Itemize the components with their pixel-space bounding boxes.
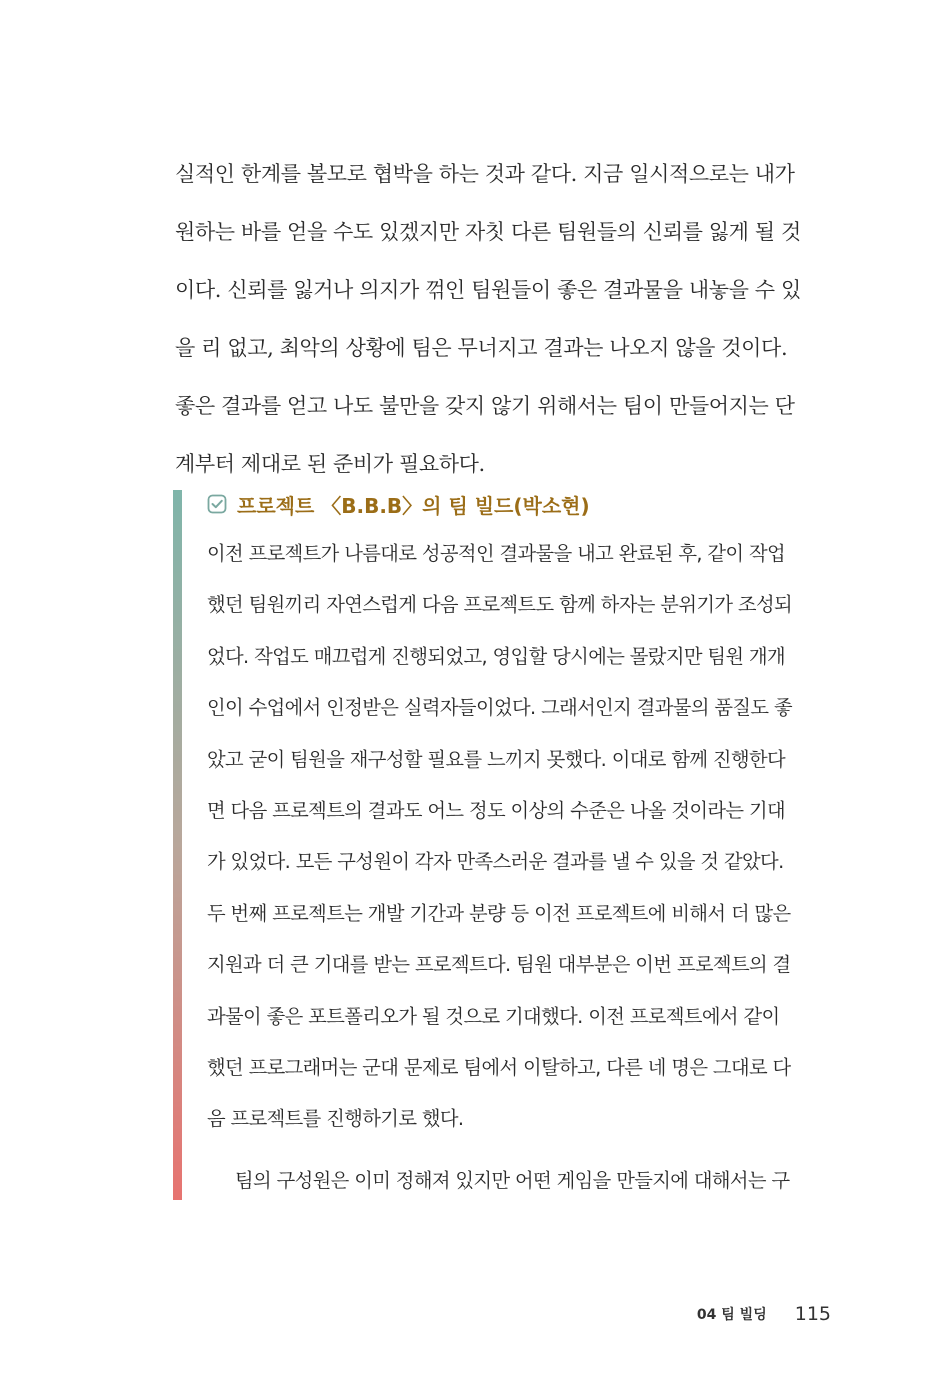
box-line: 지원과 더 큰 기대를 받는 프로젝트다. 팀원 대부분은 이번 프로젝트의 결 [207,953,791,977]
intro-line: 실적인 한계를 볼모로 협박을 하는 것과 같다. 지금 일시적으로는 내가 [175,162,795,186]
box-line: 했던 팀원끼리 자연스럽게 다음 프로젝트도 함께 하자는 분위기가 조성되 [207,593,792,617]
intro-line: 좋은 결과를 얻고 나도 불만을 갖지 않기 위해서는 팀이 만들어지는 단 [175,394,795,418]
intro-line: 을 리 없고, 최악의 상황에 팀은 무너지고 결과는 나오지 않을 것이다. [175,336,788,360]
box-paragraph [207,528,829,1145]
box-paragraph-2: 팀의 구성원은 이미 정해져 있지만 어떤 게임을 만들지에 대해서는 구 [235,1169,790,1192]
box-line: 았고 굳이 팀원을 재구성할 필요를 느끼지 못했다. 이대로 함께 진행한다 [207,747,786,771]
box-line: 인이 수업에서 인정받은 실력자들이었다. 그래서인지 결과물의 품질도 좋 [207,696,792,720]
box-heading [207,484,590,524]
box-line: 음 프로젝트를 진행하기로 했다. [207,1107,464,1131]
box-line: 과물이 좋은 포트폴리오가 될 것으로 기대했다. 이전 프로젝트에서 같이 [207,1004,780,1028]
intro-line: 계부터 제대로 된 준비가 필요하다. [175,452,485,476]
sidebar-accent-bar [173,490,182,1200]
checkbox-icon [207,494,227,514]
box-line: 었다. 작업도 매끄럽게 진행되었고, 영입할 당시에는 몰랐지만 팀원 개개 [207,644,786,668]
box-heading-text: 프로젝트 〈B.B.B〉의 팀 빌드(박소현) [237,493,590,518]
box-line: 했던 프로그래머는 군대 문제로 팀에서 이탈하고, 다른 네 명은 그대로 다 [207,1056,791,1080]
page-number: 115 [794,1303,831,1325]
intro-paragraph [175,145,830,493]
box-line: 가 있었다. 모든 구성원이 각자 만족스러운 결과를 낼 수 있을 것 같았다. [207,850,784,874]
intro-line: 원하는 바를 얻을 수도 있겠지만 자칫 다른 팀원들의 신뢰를 잃게 될 것 [175,220,801,244]
page-footer [697,1298,831,1330]
box-line: 이전 프로젝트가 나름대로 성공적인 결과물을 내고 완료된 후, 같이 작업 [207,542,786,565]
box-line: 면 다음 프로젝트의 결과도 어느 정도 이상의 수준은 나올 것이라는 기대 [207,799,786,823]
box-line: 두 번째 프로젝트는 개발 기간과 분량 등 이전 프로젝트에 비해서 더 많은 [207,901,791,925]
intro-line: 이다. 신뢰를 잃거나 의지가 꺾인 팀원들이 좋은 결과물을 내놓을 수 있 [175,278,801,302]
chapter-label: 04 팀 빌딩 [696,1307,767,1323]
